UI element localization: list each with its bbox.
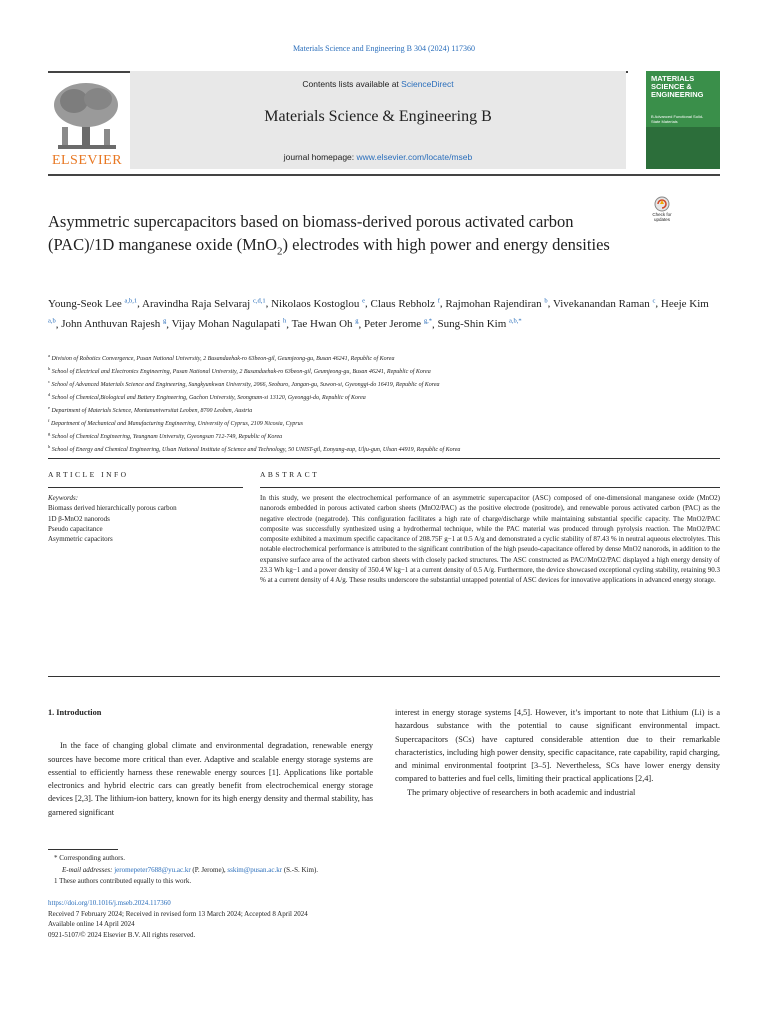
contents-line: [130, 79, 626, 89]
online-date: Available online 14 April 2024: [48, 920, 135, 928]
author-affiliation-marker[interactable]: c,d,1: [252, 297, 266, 304]
author-name: Aravindha Raja Selvaraj: [142, 297, 251, 310]
article-info-heading: ARTICLE INFO: [48, 470, 129, 479]
intro-left-column: [48, 706, 373, 819]
email-line: [48, 865, 720, 877]
affiliation: [48, 416, 720, 429]
intro-paragraph: The primary objective of researchers in both academic and industrial: [407, 787, 636, 797]
email-link-kim[interactable]: sskim@pusan.ac.kr: [227, 865, 283, 874]
affiliation-key: h: [48, 444, 51, 449]
author-affiliation-marker[interactable]: a,b: [48, 317, 56, 325]
affiliation-text: School of Electrical and Electronics Engineering, Pusan National University, 2 Busandaehak-ro 63beon-gil, Geumjeong-gu, Busan 46241, Republic of Korea: [51, 369, 431, 375]
author-name: Vijay Mohan Nagulapati: [171, 318, 281, 331]
affiliation-key: e: [48, 405, 50, 410]
elsevier-wordmark: ELSEVIER: [51, 153, 123, 168]
intro-paragraph: In the face of changing global climate and environmental degradation, renewable energy sources have become more critical than ever. Adaptive and scalable energy storage systems are essential to efficiently harness these renewable energy sources [1]. Applications like portable electronics and hybrid electric cars can greatly benefit from electrochemical energy storage devices [2,3]. The lithium-ion battery, known for its high energy density and thermal stability, has garnered significant: [48, 741, 373, 817]
affiliation-key: a: [48, 353, 50, 358]
contents-prefix: Contents lists available at: [302, 79, 402, 89]
author[interactable]: [61, 318, 166, 330]
affiliation: [48, 351, 720, 364]
intro-heading: 1. Introduction: [48, 708, 102, 717]
keywords-block: [48, 493, 238, 544]
journal-homepage-link[interactable]: www.elsevier.com/locate/mseb: [356, 152, 473, 162]
author[interactable]: [364, 318, 432, 330]
journal-reference[interactable]: Materials Science and Engineering B 304 (2024) 117360: [292, 44, 476, 53]
intro-paragraph-continued: interest in energy storage systems [4,5]. However, it’s important to note that Lithium (Li) is a hazardous substance with the potential to cause significant environmental impact. Supercapacitors (SCs) have captured considerable attention due to their remarkable characteristics, including high power density, specific capacitance, rate capability, rapid charging, and minimal environmental footprint [3–5]. Nevertheless, SCs have lower energy density compared to batteries and fuel cells, limiting their practical applications [2,4].: [395, 708, 720, 784]
author-name: Young-Seok Lee: [48, 297, 122, 310]
abstract-heading: ABSTRACT: [260, 470, 320, 479]
author[interactable]: [371, 298, 440, 310]
affiliation-text: School of Chemical,Biological and Battery Engineering, Gachon University, Seongnam-si 13120, Gyeonggi-do, Republic of Korea: [51, 395, 366, 401]
affiliation-key: g: [48, 431, 51, 436]
author-name: Tae Hwan Oh: [291, 318, 353, 331]
title-subscript: 2: [277, 245, 283, 258]
publication-info: [48, 898, 720, 940]
email-owner-jerome: (P. Jerome),: [190, 865, 228, 874]
affiliation: [48, 390, 720, 403]
affiliation-text: Department of Mechanical and Manufacturing Engineering, University of Cyprus, 2109 Nicosia, Cyprus: [51, 421, 303, 427]
footnote-rule: [48, 849, 118, 850]
keywords-label: Keywords:: [48, 494, 79, 502]
elsevier-tree-icon: [48, 75, 126, 153]
homepage-prefix: journal homepage:: [283, 152, 357, 162]
affiliation: [48, 429, 720, 442]
sciencedirect-link[interactable]: ScienceDirect: [401, 79, 454, 89]
author-name: Rajmohan Rajendiran: [445, 297, 542, 310]
affiliation: [48, 403, 720, 416]
email-owner-kim: (S.-S. Kim).: [282, 865, 319, 874]
equal-contribution-note: 1 These authors contributed equally to this work.: [54, 877, 192, 885]
author-affiliation-marker[interactable]: a,b,*: [509, 317, 522, 325]
cover-title: MATERIALS SCIENCE & ENGINEERING: [651, 74, 704, 99]
author[interactable]: [271, 298, 365, 310]
affiliation-key: d: [48, 392, 51, 397]
affiliation: [48, 377, 720, 390]
keyword: Pseudo capacitance: [48, 524, 103, 533]
keyword: 1D β-MnO2 nanorods: [48, 514, 110, 523]
keyword: Asymmetric capacitors: [48, 535, 113, 544]
author-name: Heeje Kim: [660, 297, 709, 310]
footnotes: [48, 853, 720, 888]
author-affiliation-marker[interactable]: c: [652, 297, 656, 304]
author-affiliation-marker[interactable]: g: [163, 317, 167, 325]
journal-cover[interactable]: [646, 71, 720, 169]
badge-label: Check for updates: [652, 212, 672, 222]
author-name: Claus Rebholz: [370, 297, 435, 310]
affiliation: [48, 364, 720, 377]
title-part-1: Asymmetric supercapacitors based on biomass-derived porous activated carbon (PAC)/1D manganese oxide (MnO: [48, 212, 574, 254]
abstract-underline: [260, 487, 720, 488]
cover-artwork: [646, 127, 720, 169]
doi-link[interactable]: https://doi.org/10.1016/j.mseb.2024.117360: [48, 899, 171, 907]
author[interactable]: [48, 298, 137, 310]
author-affiliation-marker[interactable]: a,b,1: [124, 297, 138, 304]
affiliation-text: Department of Materials Science, Montanuniversitat Leoben, 8700 Leoben, Austria: [51, 408, 253, 414]
author-name: Sung-Shin Kim: [437, 318, 507, 331]
affiliation-key: f: [48, 418, 50, 423]
paper-title: [48, 210, 638, 263]
journal-title: Materials Science & Engineering B: [264, 108, 492, 125]
author[interactable]: [553, 298, 655, 310]
author-affiliation-marker[interactable]: g: [355, 317, 359, 325]
affiliation-text: School of Advanced Materials Science and Engineering, Sungkyunkwan University, 2066, Seoburo, Jangan-gu, Suwon-si, Gyeonggi-do 16419, Republic of Korea: [51, 382, 440, 388]
email-label: E-mail addresses:: [62, 865, 115, 874]
author-name: John Anthuvan Rajesh: [61, 318, 161, 331]
author-affiliation-marker[interactable]: f: [437, 297, 440, 304]
keyword: Biomass derived hierarchically porous carbon: [48, 504, 177, 513]
intro-right-column: [395, 706, 720, 799]
abstract-bottom-rule: [48, 676, 720, 677]
author[interactable]: [445, 298, 547, 310]
affiliation-text: Division of Robotics Convergence, Pusan National University, 2 Busandaehak-ro 63beon-gil, Geumjeong-gu, Busan 46241, Republic of Korea: [51, 356, 395, 362]
email-link-jerome[interactable]: jeromepeter7688@yu.ac.kr: [114, 865, 191, 874]
affiliation: [48, 442, 720, 455]
author-affiliation-marker[interactable]: g,*: [423, 317, 433, 325]
received-dates: Received 7 February 2024; Received in revised form 13 March 2024; Accepted 8 April 2024: [48, 909, 308, 918]
title-part-2: ) electrodes with high power and energy densities: [282, 235, 610, 254]
article-info-underline: [48, 487, 243, 488]
author[interactable]: [438, 318, 522, 330]
affiliation-text: School of Energy and Chemical Engineering, Ulsan National Institute of Science and Technology, 50 UNIST-gil, Eonyang-eup, Ulju-gun, Ulsan 44919, Republic of Korea: [51, 447, 461, 453]
affiliation-key: c: [48, 379, 50, 384]
author[interactable]: [172, 318, 287, 330]
author[interactable]: [142, 298, 266, 310]
author-affiliation-marker[interactable]: e: [362, 297, 366, 304]
affiliation-list: [48, 351, 720, 455]
author[interactable]: [292, 318, 359, 330]
author-name: Vivekanandan Raman: [552, 297, 650, 310]
author-list: Young-Seok Lee $^{a,b,1}$, Aravindha Raja Selvaraj $^{c,d,1}$, Nikolaos Kostoglou $^e$, Claus Rebholz $^f$, Rajmohan Rajendiran $^b$, Vivekanandan Raman $^c$, Heeje Kim $^{a,b}$, John Anthuvan Rajesh $^g$, Vijay Mohan Nagulapati $^h$, Tae Hwan Oh $^g$, Peter Jerome $^{g,*}$, Sung-Shin Kim $^{a,b,*}$: [48, 297, 709, 331]
check-for-updates-badge[interactable]: [646, 196, 678, 228]
author-name: Peter Jerome: [364, 318, 422, 331]
copyright: 0921-5107/© 2024 Elsevier B.V. All rights reserved.: [48, 930, 196, 939]
article-info-rule: [48, 458, 720, 459]
abstract-text: In this study, we present the electrochemical performance of an asymmetric supercapacitor (ASC) composed of one-dimensional manganese oxide (MnO2) nanorods embedded in porous activated carbon sheets (MnO2/PAC) as the positive electrode (positrode), and renewable porous activated carbon (PAC) as the negative electrode (negatrode). This configuration facilitates a high rate of charge/discharge while maintaining substantial specific capacity. The MnO2/PAC composite was successfully synthesized using a hydrothermal technique, while the PAC material was produced through pyrolysis reaction. The MnO2/PAC composite exhibited a maximum specific capacitance of 208.75F g−1 at 0.5 A/g and demonstrated a cyclic stability of 87.43 % in neutral aqueous electrolytes. This notable electrochemical performance is attributed to the significant contribution of the high pseudo-capacitance offered by dense MnO2 nanorods, in addition to the expansive surface area of the activated carbon sheets with closely packed structures. The ASC constructed as PAC//MnO2/PAC displayed a high energy density of 23.3 Wh kg−1 and a power density of 350.4 W kg−1 at a current density of 0.5 A/g. Furthermore, the device showcased exceptional cycling stability, retaining 90.3 % at a current density of 4 A/g. These results underscore the substantial untapped potential of ASC devices for innovative applications in advanced energy storage.: [260, 494, 720, 585]
check-updates-icon: [646, 196, 678, 212]
cover-subtitle: B Advanced Functional Solid-State Materials: [651, 114, 704, 124]
corresponding-note: * Corresponding authors.: [54, 854, 125, 862]
author-affiliation-marker[interactable]: b: [544, 297, 548, 304]
header-bottom-rule: [48, 174, 720, 176]
author-affiliation-marker[interactable]: h: [283, 317, 287, 325]
homepage-line: [130, 152, 626, 162]
elsevier-logo: [48, 75, 126, 169]
affiliation-key: b: [48, 366, 51, 371]
author-name: Nikolaos Kostoglou: [271, 297, 360, 310]
affiliation-text: School of Chemical Engineering, Yeungnam University, Gyeongsan 712-749, Republic of Korea: [51, 434, 283, 440]
